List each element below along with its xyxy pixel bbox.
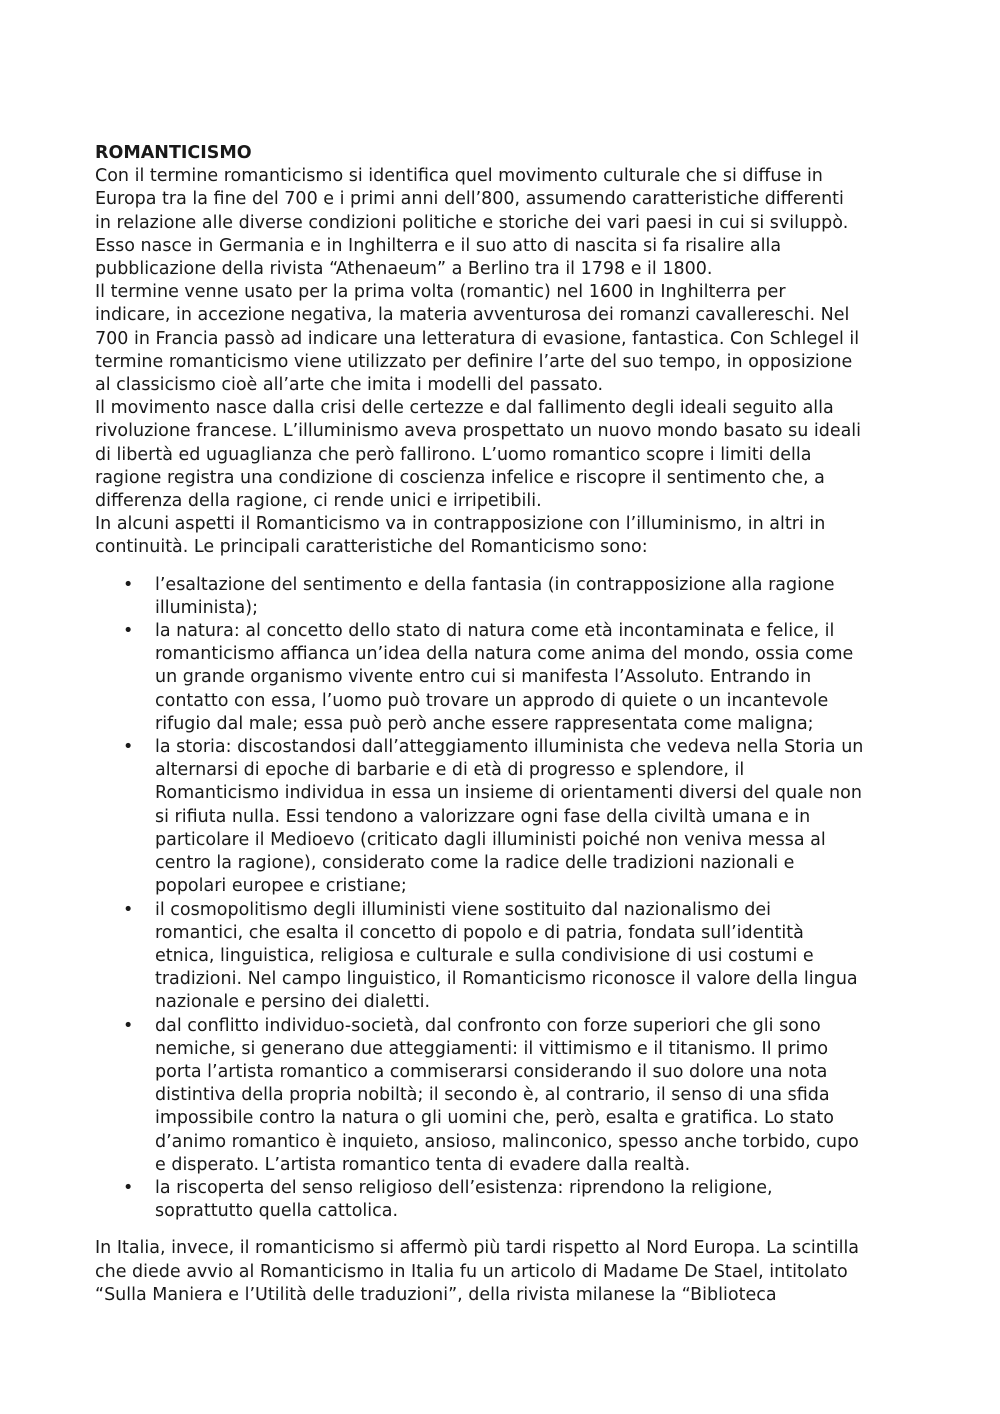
closing-paragraph: In Italia, invece, il romanticismo si affermò più tardi rispetto al Nord Europa. La scintilla che diede avvio al Romanticismo in Italia fu un articolo di Madame De Stael, intitolato “Sulla Maniera e l’Utilità delle traduzioni”, della rivista milanese la “Biblioteca — [95, 1238, 860, 1305]
intro-paragraph-4: In alcuni aspetti il Romanticismo va in contrapposizione con l’illuminismo, in altri in continuità. Le principali caratteristiche del Romanticismo sono: — [95, 514, 826, 558]
intro-paragraph-2: Il termine venne usato per la prima volta (romantic) nel 1600 in Inghilterra per indicare, in accezione negativa, la materia avventurosa dei romanzi cavallereschi. Nel 700 in Francia passò ad indicare una letteratura di evasione, fantastica. Con Schlegel il termine romanticismo viene utilizzato per definire l’arte del suo tempo, in opposizione al classicismo cioè all’arte che imita i modelli del passato. — [95, 282, 860, 396]
bullet-icon: • — [123, 574, 134, 595]
list-item-text: la storia: discostandosi dall’atteggiamento illuminista che vedeva nella Storia un alternarsi di epoche di barbarie e di età di progresso e splendore, il Romanticismo individua in essa un insieme di orientamenti diversi del quale non si rifiuta nulla. Essi tendono a valorizzare ogni fase della civiltà umana e in particolare il Medioevo (criticato dagli illuministi poiché non veniva messa al centro la ragione), considerato come la radice delle tradizioni nazionali e popolari europee e cristiane; — [155, 737, 864, 897]
list-item — [95, 1177, 925, 1223]
list-item-text: la natura: al concetto dello stato di natura come età incontaminata e felice, il romanticismo affianca un’idea della natura come anima del mondo, ossia come un grande organismo vivente entro cui si manifesta l’Assoluto. Entrando in contatto con essa, l’uomo può trovare un approdo di quiete o un incantevole rifugio dal male; essa può però anche essere rappresentata come maligna; — [155, 621, 854, 734]
list-item-text: la riscoperta del senso religioso dell’esistenza: riprendono la religione, soprattutto quella cattolica. — [155, 1177, 773, 1222]
intro-paragraph-3: Il movimento nasce dalla crisi delle certezze e dal fallimento degli ideali seguito alla rivoluzione francese. L’illuminismo aveva prospettato un nuovo mondo basato su ideali di libertà ed uguaglianza che però fallirono. L’uomo romantico scopre i limiti della ragione registra una condizione di coscienza infelice e riscopre il sentimento che, a differenza della ragione, ci rende unici e irripetibili. — [95, 398, 862, 512]
list-item-text: il cosmopolitismo degli illuministi viene sostituito dal nazionalismo dei romantici, che esalta il concetto di popolo e di patria, fondata sull’identità etnica, linguistica, religiosa e culturale e sulla condivisione di usi costumi e tradizioni. Nel campo linguistico, il Romanticismo riconosce il valore della lingua nazionale e persino dei dialetti. — [155, 899, 858, 1013]
document-page — [95, 142, 925, 1307]
list-item — [95, 899, 925, 1015]
document-title: ROMANTICISMO — [95, 143, 252, 163]
bullet-icon: • — [123, 899, 134, 920]
list-item — [95, 574, 925, 620]
bullet-icon: • — [123, 621, 134, 642]
characteristics-list — [95, 574, 925, 1224]
bullet-icon: • — [123, 737, 134, 758]
list-item-text: l’esaltazione del sentimento e della fantasia (in contrapposizione alla ragione illuminista); — [155, 574, 835, 618]
list-item — [95, 736, 925, 898]
list-item-text: dal conflitto individuo-società, dal confronto con forze superiori che gli sono nemiche, si generano due atteggiamenti: il vittimismo e il titanismo. Il primo porta l’artista romantico a commiserarsi considerando il suo dolore una nota distintiva della propria nobiltà; il secondo è, al contrario, il senso di una sfida impossibile contro la natura o gli uomini che, però, esalta e gratifica. Lo stato d’animo romantico è inquieto, ansioso, malinconico, spesso anche torbido, cupo e disperato. L’artista romantico tenta di evadere dalla realtà. — [155, 1015, 859, 1175]
list-item — [95, 1015, 925, 1177]
bullet-icon: • — [123, 1177, 134, 1198]
intro-paragraph-1: Con il termine romanticismo si identifica quel movimento culturale che si diffuse in Europa tra la fine del 700 e i primi anni dell’800, assumendo caratteristiche differenti in relazione alle diverse condizioni politiche e storiche dei vari paesi in cui si sviluppò. Esso nasce in Germania e in Inghilterra e il suo atto di nascita si fa risalire alla pubblicazione della rivista “Athenaeum” a Berlino tra il 1798 e il 1800. — [95, 166, 849, 280]
bullet-icon: • — [123, 1015, 134, 1036]
list-item — [95, 620, 925, 736]
